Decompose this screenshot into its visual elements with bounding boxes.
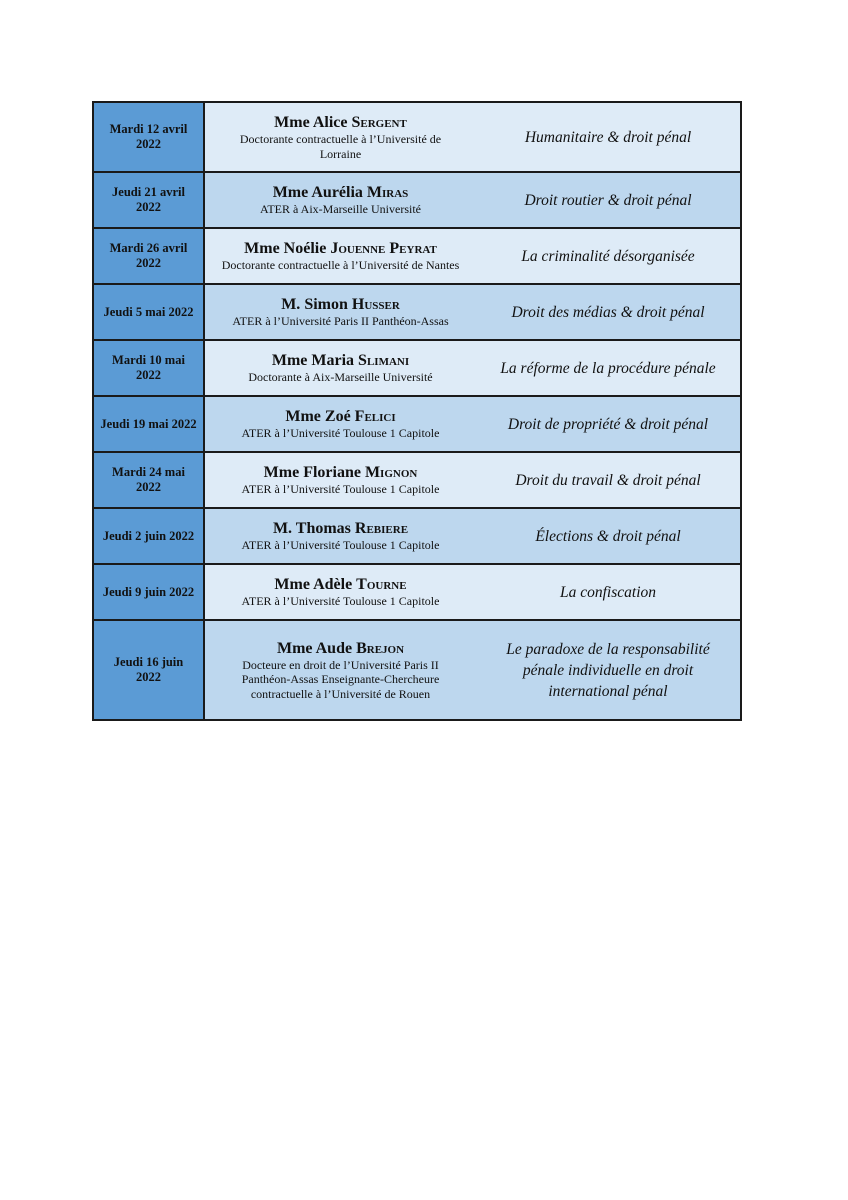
speaker-last-name: Felici [354, 408, 396, 426]
speaker-last-name: Mignon [364, 464, 418, 482]
speaker-name [209, 463, 472, 482]
session-topic: La réforme de la procédure pénale [476, 340, 741, 396]
speaker-cell [204, 620, 476, 720]
speaker-title: Mme [272, 184, 309, 202]
speaker-first-name: Zoé [324, 408, 351, 426]
speaker-last-name: Rebiere [354, 520, 409, 538]
speaker-name [209, 519, 472, 538]
speaker-name [209, 295, 472, 314]
speaker-first-name: Floriane [303, 464, 361, 482]
speaker-affiliation: ATER à l’Université Toulouse 1 Capitole [241, 426, 440, 441]
speaker-affiliation: Doctorante contractuelle à l’Université de Nantes [221, 258, 460, 273]
speaker-title: Mme [274, 576, 310, 594]
speaker-affiliation: ATER à l’Université Paris II Panthéon-Assas [232, 314, 449, 329]
speaker-cell [204, 340, 476, 396]
table-row [93, 564, 741, 620]
session-date: Jeudi 9 juin 2022 [93, 564, 204, 620]
speaker-cell [204, 508, 476, 564]
speaker-title: Mme [274, 114, 310, 131]
speaker-name [209, 113, 472, 132]
speaker-last-name: Sergent [351, 114, 407, 131]
speaker-last-name: Tourne [356, 576, 407, 594]
speaker-name [209, 639, 472, 658]
speaker-cell [204, 228, 476, 284]
speaker-cell [204, 564, 476, 620]
speaker-name [209, 239, 472, 258]
table-row [93, 452, 741, 508]
speaker-cell [204, 172, 476, 228]
speaker-title: Mme [285, 408, 321, 426]
seminar-schedule-table [92, 101, 742, 721]
speaker-affiliation: Docteure en droit de l’Université Paris II Panthéon-Assas Enseignante-Chercheure contractuelle à l’Université de Rouen [241, 657, 440, 701]
session-topic: La confiscation [476, 564, 741, 620]
speaker-name [209, 183, 472, 202]
speaker-affiliation: ATER à Aix-Marseille Université [260, 202, 421, 217]
speaker-name [209, 407, 472, 426]
session-topic: Élections & droit pénal [476, 508, 741, 564]
table-row [93, 620, 741, 720]
speaker-title: Mme [271, 352, 308, 370]
session-date: Jeudi 16 juin 2022 [93, 620, 204, 720]
speaker-title: M. [272, 520, 293, 538]
table-row [93, 340, 741, 396]
session-topic: Droit du travail & droit pénal [476, 452, 741, 508]
speaker-affiliation: ATER à l’Université Toulouse 1 Capitole [241, 594, 440, 609]
speaker-cell [204, 452, 476, 508]
speaker-first-name: Alice [312, 114, 348, 131]
speaker-title: Mme [244, 240, 280, 258]
session-topic: Droit routier & droit pénal [476, 172, 741, 228]
speaker-last-name: Miras [366, 184, 409, 202]
speaker-title: Mme [263, 464, 300, 482]
session-topic: Droit des médias & droit pénal [476, 284, 741, 340]
session-date: Mardi 10 mai 2022 [93, 340, 204, 396]
speaker-last-name: Slimani [358, 352, 410, 370]
speaker-last-name: Brejon [356, 639, 405, 657]
session-date: Mardi 12 avril 2022 [93, 102, 204, 172]
speaker-last-name: Husser [351, 296, 400, 314]
speaker-title: Mme [276, 639, 313, 657]
table-row [93, 396, 741, 452]
speaker-first-name: Maria [311, 352, 355, 370]
table-row [93, 228, 741, 284]
speaker-first-name: Noélie [283, 240, 327, 258]
speaker-first-name: Adèle [313, 576, 353, 594]
session-date: Jeudi 5 mai 2022 [93, 284, 204, 340]
speaker-affiliation: Doctorante à Aix-Marseille Université [248, 370, 433, 385]
session-date: Mardi 26 avril 2022 [93, 228, 204, 284]
speaker-first-name: Aurélia [311, 184, 363, 202]
session-topic: Le paradoxe de la responsabilité pénale individuelle en droit international pénal [476, 620, 741, 720]
session-date: Jeudi 2 juin 2022 [93, 508, 204, 564]
speaker-last-name: Jouenne Peyrat [330, 240, 437, 258]
table-row [93, 284, 741, 340]
speaker-cell [204, 284, 476, 340]
table-row [93, 508, 741, 564]
speaker-affiliation: ATER à l’Université Toulouse 1 Capitole [241, 538, 440, 553]
session-topic: La criminalité désorganisée [476, 228, 741, 284]
speaker-first-name: Simon [304, 296, 348, 314]
speaker-cell [204, 396, 476, 452]
session-date: Jeudi 19 mai 2022 [93, 396, 204, 452]
speaker-cell [204, 102, 476, 172]
speaker-name [209, 575, 472, 594]
session-topic: Droit de propriété & droit pénal [476, 396, 741, 452]
speaker-first-name: Thomas [295, 520, 351, 538]
session-date: Mardi 24 mai 2022 [93, 452, 204, 508]
speaker-affiliation: ATER à l’Université Toulouse 1 Capitole [241, 482, 440, 497]
table-row [93, 102, 741, 172]
session-date: Jeudi 21 avril 2022 [93, 172, 204, 228]
speaker-affiliation: Doctorante contractuelle à l’Université de Lorraine [239, 132, 442, 161]
table-row [93, 172, 741, 228]
speaker-title: M. [281, 296, 301, 314]
speaker-name [209, 351, 472, 370]
session-topic: Humanitaire & droit pénal [476, 102, 741, 172]
speaker-first-name: Aude [315, 639, 353, 657]
